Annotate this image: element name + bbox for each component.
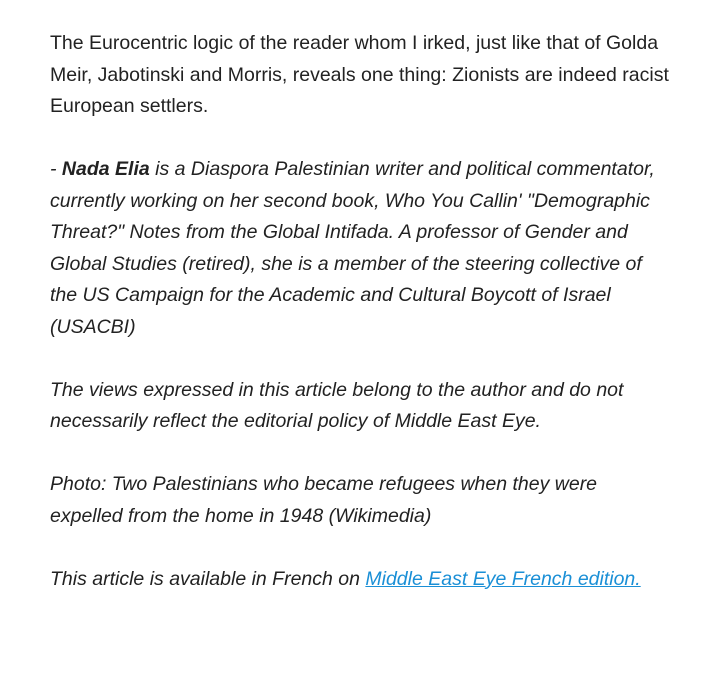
photo-caption: Photo: Two Palestinians who became refugees when they were expelled from the home in 1948 (Wikimedia) (50, 473, 598, 527)
author-bio (50, 154, 670, 343)
bio-prefix: - (50, 158, 62, 180)
disclaimer: The views expressed in this article belong to the author and do not necessarily reflect the editorial policy of Middle East Eye. (50, 378, 624, 432)
article-body (50, 28, 670, 627)
french-edition-note (50, 564, 670, 596)
bio-text: is a Diaspora Palestinian writer and political commentator, currently working on her second book, Who You Callin' "Demographic Threat?" Notes from the Global Intifada. A professor of Gender and Global Studies (retired), she is a member of the steering collective of the US Campaign for the Academic and Cultural Boycott of Israel (USACBI) (50, 158, 655, 338)
author-name: Nada Elia (61, 158, 150, 180)
french-note-text: This article is available in French on (50, 567, 366, 590)
french-edition-link[interactable]: Middle East Eye French edition. (365, 567, 641, 590)
body-paragraph: The Eurocentric logic of the reader whom I irked, just like that of Golda Meir, Jabotinski and Morris, reveals one thing: Zionists are indeed racist European settlers. (50, 32, 669, 117)
